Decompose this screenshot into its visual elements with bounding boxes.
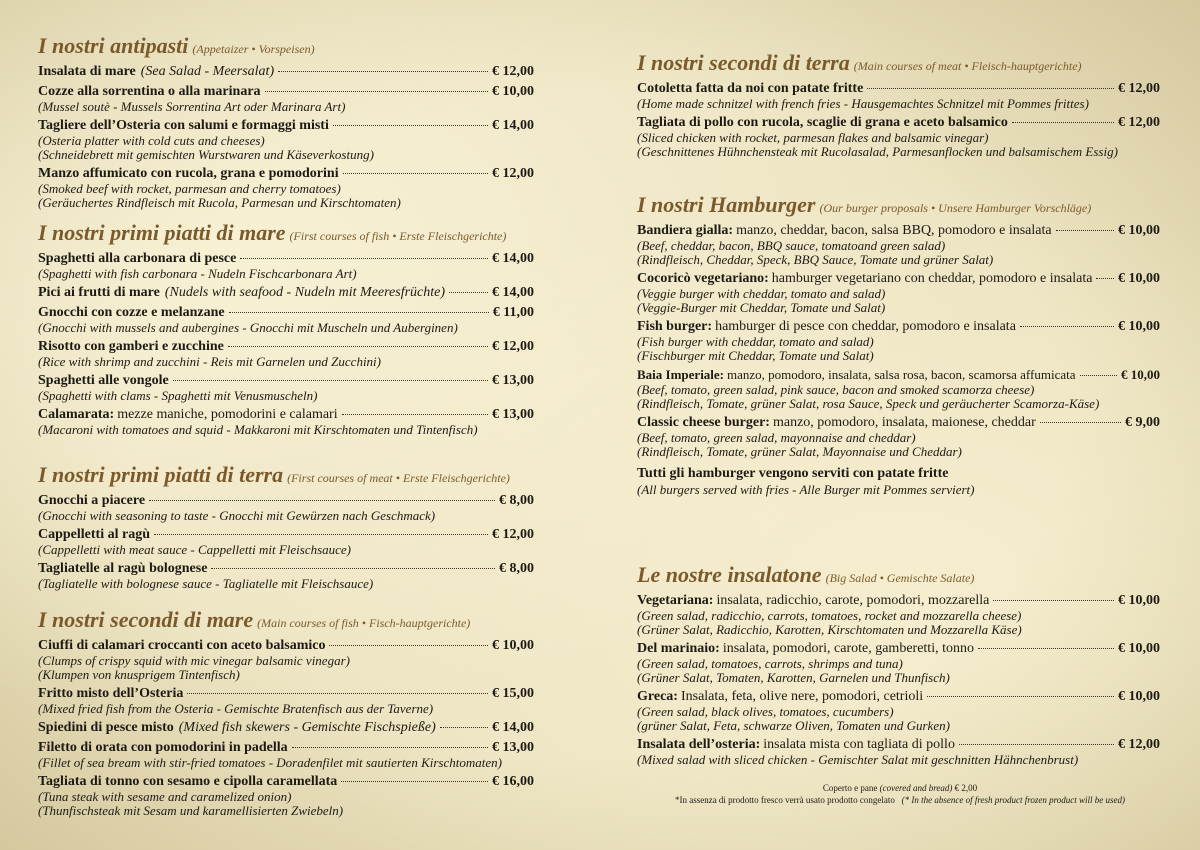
section-heading bbox=[637, 192, 1160, 221]
menu-item bbox=[38, 373, 534, 403]
section-title: Le nostre insalatone bbox=[637, 562, 822, 587]
menu-item-translation: (Geschnittenes Hühnchensteak mit Rucolasalad, Parmesanflocken und balsamischem Essig) bbox=[637, 144, 1118, 159]
menu-item bbox=[38, 84, 534, 114]
menu-item-translation: (Rindfleisch, Tomate, grüner Salat, rosa Sauce, Speck und geräucherter Scamorza-Käse) bbox=[637, 396, 1100, 411]
menu-item-translation: (Mixed fried fish from the Osteria - Gemischte Bratenfisch aus der Taverne) bbox=[38, 701, 434, 716]
menu-item-translation: (Rice with shrimp and zucchini - Reis mit Garnelen und Zucchini) bbox=[38, 354, 382, 369]
menu-item-line bbox=[637, 593, 1160, 609]
menu-item-translation: (Veggie-Burger mit Cheddar, Tomate und Salat) bbox=[637, 300, 886, 315]
menu-item-translation: (Veggie burger with cheddar, tomato and salad) bbox=[637, 286, 886, 301]
menu-item-name: Filetto di orata con pomodorini in padella bbox=[38, 740, 288, 755]
menu-item-translation: (Thunfischsteak mit Sesam und karamellisierten Zwiebeln) bbox=[38, 803, 344, 818]
menu-item-translation: (Gnocchi with seasoning to taste - Gnocchi mit Gewürzen nach Geschmack) bbox=[38, 508, 436, 523]
menu-item-translation: (Rindfleisch, Tomate, grüner Salat, Mayonnaise und Cheddar) bbox=[637, 444, 962, 459]
menu-item-translation: (Fish burger with cheddar, tomato and salad) bbox=[637, 334, 874, 349]
menu-item-name: Del marinaio: bbox=[637, 641, 720, 656]
menu-item-translation: (Geräuchertes Rindfleisch mit Rucola, Parmesan und Kirschtomaten) bbox=[38, 195, 401, 210]
menu-item bbox=[38, 285, 534, 301]
menu-item bbox=[637, 81, 1160, 111]
menu-item-translation: (Gnocchi with mussels and aubergines - Gnocchi mit Muscheln und Auberginen) bbox=[38, 320, 458, 335]
menu-item-line bbox=[38, 493, 534, 509]
menu-item-translation: (Tuna steak with sesame and caramelized onion) bbox=[38, 789, 292, 804]
menu-item-price: € 12,00 bbox=[1118, 115, 1160, 130]
menu-item-translation: (Nudels with seafood - Nudeln mit Meeresfrüchte) bbox=[164, 285, 446, 300]
dotted-leader bbox=[329, 645, 488, 646]
menu-item-name: Manzo affumicato con rucola, grana e pomodorini bbox=[38, 166, 339, 181]
menu-item-line bbox=[38, 686, 534, 702]
menu-item bbox=[637, 415, 1160, 459]
section-subtitle: (Appetaizer • Vorspeisen) bbox=[192, 42, 315, 56]
menu-item-name: Baia Imperiale: bbox=[637, 367, 725, 382]
menu-item bbox=[38, 686, 534, 716]
menu-item-line bbox=[38, 720, 534, 736]
menu-item bbox=[38, 64, 534, 80]
menu-item-name: Fritto misto dell’Osteria bbox=[38, 686, 184, 701]
cover-price: € 2,00 bbox=[954, 783, 978, 793]
menu-section bbox=[38, 33, 534, 214]
menu-item-name: Insalata di mare bbox=[38, 64, 136, 79]
menu-item-line bbox=[38, 740, 534, 756]
menu-item-translation: (Green salad, tomatoes, carrots, shrimps and tuna) bbox=[637, 656, 903, 671]
menu-item-ingredients: manzo, pomodoro, insalata, maionese, cheddar bbox=[772, 415, 1036, 430]
menu-item-line bbox=[637, 319, 1160, 335]
menu-item bbox=[38, 561, 534, 591]
dotted-leader bbox=[1040, 422, 1121, 423]
menu-item-name: Pici ai frutti di mare bbox=[38, 285, 160, 300]
menu-item-name: Risotto con gamberi e zucchine bbox=[38, 339, 224, 354]
section-title: I nostri secondi di terra bbox=[637, 50, 850, 75]
section-subtitle: (Our burger proposals • Unsere Hamburger Vorschläge) bbox=[819, 201, 1092, 215]
menu-item-line bbox=[637, 689, 1160, 705]
fries-note-it: Tutti gli hamburger vengono serviti con patate fritte bbox=[637, 466, 949, 481]
menu-item-translation: (Tagliatelle with bolognese sauce - Tagliatelle mit Fleischsauce) bbox=[38, 576, 374, 591]
menu-item-ingredients: manzo, cheddar, bacon, salsa BBQ, pomodoro e insalata bbox=[736, 223, 1052, 238]
menu-item-price: € 10,00 bbox=[1118, 223, 1160, 238]
menu-item-translation: (Fillet of sea bream with stir-fried tomatoes - Doradenfilet mit sautierten Kirschtomaten) bbox=[38, 755, 502, 770]
menu-item-name: Classic cheese burger: bbox=[637, 415, 770, 430]
menu-item-price: € 10,00 bbox=[1118, 593, 1160, 608]
burger-fries-note bbox=[637, 465, 1160, 497]
menu-item-name: Calamarata: bbox=[38, 407, 115, 422]
menu-item-price: € 10,00 bbox=[1118, 689, 1160, 704]
menu-item-name: Bandiera gialla: bbox=[637, 223, 734, 238]
menu-item bbox=[637, 223, 1160, 267]
menu-item-price: € 10,00 bbox=[492, 84, 534, 99]
menu-item-translation: (Rindfleisch, Cheddar, Speck, BBQ Sauce, Tomate und grüner Salat) bbox=[637, 252, 994, 267]
menu-item-name: Vegetariana: bbox=[637, 593, 714, 608]
menu-item-price: € 9,00 bbox=[1125, 415, 1160, 430]
menu-item-name: Tagliata di pollo con rucola, scaglie di grana e aceto balsamico bbox=[637, 115, 1008, 130]
menu-item-price: € 15,00 bbox=[492, 686, 534, 701]
fries-note-en: (All burgers served with fries - Alle Burger mit Pommes serviert) bbox=[637, 482, 975, 497]
menu-section bbox=[38, 220, 534, 441]
dotted-leader bbox=[927, 696, 1114, 697]
frozen-notice bbox=[630, 794, 1170, 806]
menu-item-translation: (Spaghetti with clams - Spaghetti mit Venusmuscheln) bbox=[38, 388, 318, 403]
menu-item-price: € 14,00 bbox=[492, 118, 534, 133]
menu-item-name: Tagliata di tonno con sesamo e cipolla caramellata bbox=[38, 774, 338, 789]
menu-item-price: € 14,00 bbox=[492, 285, 534, 300]
menu-item-price: € 12,00 bbox=[1118, 737, 1160, 752]
menu-item-ingredients: Insalata, feta, olive nere, pomodori, cetrioli bbox=[680, 689, 924, 704]
menu-item-translation: (Home made schnitzel with french fries - Hausgemachtes Schnitzel mit Pommes frittes) bbox=[637, 96, 1089, 111]
section-heading bbox=[38, 607, 534, 636]
menu-item bbox=[38, 774, 534, 818]
menu-item-line bbox=[38, 527, 534, 543]
menu-item-translation: (Beef, cheddar, bacon, BBQ sauce, tomatoand green salad) bbox=[637, 238, 946, 253]
cover-charge bbox=[630, 782, 1170, 794]
dotted-leader bbox=[1020, 326, 1114, 327]
menu-item-price: € 13,00 bbox=[492, 740, 534, 755]
menu-item-price: € 13,00 bbox=[492, 373, 534, 388]
section-title: I nostri secondi di mare bbox=[38, 607, 254, 632]
menu-item-line bbox=[637, 415, 1160, 431]
menu-section bbox=[637, 562, 1160, 771]
menu-section bbox=[38, 462, 534, 595]
menu-item-price: € 12,00 bbox=[492, 166, 534, 181]
menu-item-translation: (Green salad, black olives, tomatoes, cucumbers) bbox=[637, 704, 894, 719]
section-subtitle: (Main courses of meat • Fleisch-hauptgerichte) bbox=[853, 59, 1082, 73]
menu-item-line bbox=[38, 638, 534, 654]
menu-item-ingredients: hamburger vegetariano con cheddar, pomodoro e insalata bbox=[771, 271, 1093, 286]
dotted-leader bbox=[1080, 375, 1118, 376]
menu-item-price: € 14,00 bbox=[492, 720, 534, 735]
dotted-leader bbox=[978, 648, 1114, 649]
menu-item-line bbox=[637, 641, 1160, 657]
cover-label: Coperto e pane bbox=[822, 783, 878, 793]
menu-item-name: Fish burger: bbox=[637, 319, 713, 334]
dotted-leader bbox=[229, 312, 489, 313]
menu-item-ingredients: manzo, pomodoro, insalata, salsa rosa, bacon, scamorsa affumicata bbox=[727, 367, 1076, 382]
menu-item-translation: (Grüner Salat, Radicchio, Karotten, Kirschtomaten und Mozzarella Käse) bbox=[637, 622, 1022, 637]
section-subtitle: (First courses of fish • Erste Fleischgerichte) bbox=[289, 229, 507, 243]
cover-label-en: (covered and bread) bbox=[879, 783, 953, 793]
dotted-leader bbox=[187, 693, 488, 694]
menu-item-ingredients: hamburger di pesce con cheddar, pomodoro e insalata bbox=[715, 319, 1016, 334]
menu-item-price: € 12,00 bbox=[1118, 81, 1160, 96]
menu-item-price: € 8,00 bbox=[499, 493, 534, 508]
section-subtitle: (Big Salad • Gemischte Salate) bbox=[825, 571, 975, 585]
menu-item-line bbox=[38, 407, 534, 423]
menu-item-price: € 12,00 bbox=[492, 527, 534, 542]
menu-item-price: € 10,00 bbox=[1118, 271, 1160, 286]
section-heading bbox=[38, 33, 534, 62]
menu-item-translation: (Osteria platter with cold cuts and cheeses) bbox=[38, 133, 265, 148]
menu-item-line bbox=[637, 271, 1160, 287]
dotted-leader bbox=[1056, 230, 1114, 231]
section-title: I nostri antipasti bbox=[38, 33, 189, 58]
dotted-leader bbox=[1012, 122, 1114, 123]
menu-item-line bbox=[38, 166, 534, 182]
menu-item bbox=[637, 367, 1160, 411]
menu-item-line bbox=[38, 339, 534, 355]
menu-section bbox=[637, 50, 1160, 163]
menu-item bbox=[38, 166, 534, 210]
menu-item-translation: (Grüner Salat, Tomaten, Karotten, Garnelen und Thunfisch) bbox=[637, 670, 950, 685]
menu-item-name: Ciuffi di calamari croccanti con aceto balsamico bbox=[38, 638, 326, 653]
menu-item-price: € 12,00 bbox=[492, 339, 534, 354]
menu-item bbox=[637, 271, 1160, 315]
section-title: I nostri primi piatti di terra bbox=[38, 462, 284, 487]
dotted-leader bbox=[228, 346, 488, 347]
menu-item bbox=[38, 638, 534, 682]
menu-item-ingredients: mezze maniche, pomodorini e calamari bbox=[117, 407, 338, 422]
menu-item-line bbox=[637, 115, 1160, 131]
menu-item-translation: (Mixed fish skewers - Gemischte Fischspieße) bbox=[178, 720, 436, 735]
menu-item-translation: (Mixed salad with sliced chicken - Gemischter Salat mit geschnitten Hähnchenbrust) bbox=[637, 752, 1079, 767]
dotted-leader bbox=[149, 500, 495, 501]
menu-item-ingredients: insalata mista con tagliata di pollo bbox=[763, 737, 955, 752]
menu-item-line bbox=[38, 64, 534, 80]
menu-item-name: Cappelletti al ragù bbox=[38, 527, 150, 542]
section-subtitle: (First courses of meat • Erste Fleischgerichte) bbox=[287, 471, 510, 485]
menu-item-name: Spaghetti alle vongole bbox=[38, 373, 169, 388]
menu-item-name: Insalata dell’osteria: bbox=[637, 737, 761, 752]
menu-item-line bbox=[637, 367, 1160, 383]
menu-item-name: Tagliatelle al ragù bolognese bbox=[38, 561, 208, 576]
dotted-leader bbox=[440, 727, 488, 728]
menu-item-line bbox=[38, 251, 534, 267]
menu-item-translation: (grüner Salat, Feta, schwarze Oliven, Tomaten und Gurken) bbox=[637, 718, 950, 733]
menu-item-translation: (Macaroni with tomatoes and squid - Makkaroni mit Kirschtomaten und Tintenfisch) bbox=[38, 422, 478, 437]
dotted-leader bbox=[265, 91, 488, 92]
menu-item-price: € 10,00 bbox=[1121, 367, 1160, 382]
menu-item-translation: (Cappelletti with meat sauce - Cappelletti mit Fleischsauce) bbox=[38, 542, 352, 557]
menu-item-translation: (Beef, tomato, green salad, pink sauce, bacon and smoked scamorza cheese) bbox=[637, 382, 1035, 397]
menu-footer bbox=[630, 782, 1170, 806]
dotted-leader bbox=[343, 173, 488, 174]
menu-item-line bbox=[637, 81, 1160, 97]
dotted-leader bbox=[333, 125, 488, 126]
menu-item bbox=[637, 641, 1160, 685]
dotted-leader bbox=[292, 747, 488, 748]
menu-item-translation: (Green salad, radicchio, carrots, tomatoes, rocket and mozzarella cheese) bbox=[637, 608, 1022, 623]
menu-item-name: Gnocchi con cozze e melanzane bbox=[38, 305, 225, 320]
menu-item-translation: (Spaghetti with fish carbonara - Nudeln Fischcarbonara Art) bbox=[38, 266, 357, 281]
menu-item bbox=[38, 720, 534, 736]
menu-item-price: € 10,00 bbox=[1118, 641, 1160, 656]
dotted-leader bbox=[341, 781, 488, 782]
menu-item-line bbox=[38, 774, 534, 790]
menu-item bbox=[637, 319, 1160, 363]
section-subtitle: (Main courses of fish • Fisch-hauptgerichte) bbox=[257, 616, 471, 630]
menu-item-translation: (Sliced chicken with rocket, parmesan flakes and balsamic vinegar) bbox=[637, 130, 989, 145]
menu-section bbox=[38, 607, 534, 822]
menu-item-line bbox=[38, 285, 534, 301]
dotted-leader bbox=[449, 292, 488, 293]
menu-item-ingredients: insalata, radicchio, carote, pomodori, mozzarella bbox=[716, 593, 990, 608]
menu-item bbox=[38, 118, 534, 162]
menu-item-price: € 11,00 bbox=[492, 305, 534, 320]
menu-item-line bbox=[38, 118, 534, 134]
menu-item-line bbox=[38, 84, 534, 100]
menu-item bbox=[38, 251, 534, 281]
menu-item bbox=[38, 305, 534, 335]
section-title: I nostri primi piatti di mare bbox=[38, 220, 286, 245]
dotted-leader bbox=[1096, 278, 1114, 279]
menu-item bbox=[38, 407, 534, 437]
menu-item bbox=[637, 689, 1160, 733]
dotted-leader bbox=[867, 88, 1114, 89]
menu-item-name: Spiedini di pesce misto bbox=[38, 720, 174, 735]
section-heading bbox=[637, 562, 1160, 591]
menu-item-line bbox=[38, 373, 534, 389]
menu-item-translation: (Clumps of crispy squid with mic vinegar balsamic vinegar) bbox=[38, 653, 350, 668]
menu-item-price: € 8,00 bbox=[499, 561, 534, 576]
menu-item bbox=[637, 737, 1160, 767]
menu-item-translation: (Sea Salad - Meersalat) bbox=[140, 64, 275, 79]
menu-item-price: € 16,00 bbox=[492, 774, 534, 789]
menu-item-line bbox=[38, 561, 534, 577]
dotted-leader bbox=[959, 744, 1114, 745]
menu-item-translation: (Beef, tomato, green salad, mayonnaise and cheddar) bbox=[637, 430, 916, 445]
section-title: I nostri Hamburger bbox=[637, 192, 816, 217]
menu-item-price: € 13,00 bbox=[492, 407, 534, 422]
menu-item-translation: (Smoked beef with rocket, parmesan and cherry tomatoes) bbox=[38, 181, 341, 196]
menu-item-name: Spaghetti alla carbonara di pesce bbox=[38, 251, 237, 266]
menu-section bbox=[637, 192, 1160, 497]
menu-item-ingredients: insalata, pomodori, carote, gamberetti, tonno bbox=[722, 641, 974, 656]
menu-item bbox=[637, 115, 1160, 159]
menu-item-line bbox=[637, 737, 1160, 753]
dotted-leader bbox=[211, 568, 495, 569]
menu-item-translation: (Schneidebrett mit gemischten Wurstwaren und Käseverkostung) bbox=[38, 147, 374, 162]
frozen-notice-en: (* In the absence of fresh product frozen product will be used) bbox=[901, 795, 1126, 805]
menu-item bbox=[637, 593, 1160, 637]
menu-item-price: € 14,00 bbox=[492, 251, 534, 266]
menu-item-name: Greca: bbox=[637, 689, 678, 704]
dotted-leader bbox=[154, 534, 488, 535]
menu-item-price: € 12,00 bbox=[492, 64, 534, 79]
menu-item-name: Cotoletta fatta da noi con patate fritte bbox=[637, 81, 864, 96]
dotted-leader bbox=[173, 380, 488, 381]
menu-item-translation: (Mussel soutè - Mussels Sorrentina Art oder Marinara Art) bbox=[38, 99, 346, 114]
menu-item bbox=[38, 527, 534, 557]
menu-item-name: Gnocchi a piacere bbox=[38, 493, 146, 508]
section-heading bbox=[637, 50, 1160, 79]
menu-item-name: Cozze alla sorrentina o alla marinara bbox=[38, 84, 261, 99]
menu-item bbox=[38, 740, 534, 770]
menu-item-name: Tagliere dell’Osteria con salumi e formaggi misti bbox=[38, 118, 329, 133]
dotted-leader bbox=[993, 600, 1114, 601]
section-heading bbox=[38, 220, 534, 249]
dotted-leader bbox=[278, 71, 488, 72]
menu-item-translation: (Klumpen von knusprigem Tintenfisch) bbox=[38, 667, 240, 682]
section-heading bbox=[38, 462, 534, 491]
frozen-notice-it: *In assenza di prodotto fresco verrà usato prodotto congelato bbox=[674, 795, 895, 805]
menu-item bbox=[38, 493, 534, 523]
menu-item-line bbox=[637, 223, 1160, 239]
menu-item bbox=[38, 339, 534, 369]
menu-item-line bbox=[38, 305, 534, 321]
menu-item-price: € 10,00 bbox=[1118, 319, 1160, 334]
menu-item-price: € 10,00 bbox=[492, 638, 534, 653]
dotted-leader bbox=[240, 258, 488, 259]
menu-item-name: Cocoricò vegetariano: bbox=[637, 271, 769, 286]
dotted-leader bbox=[342, 414, 488, 415]
menu-item-translation: (Fischburger mit Cheddar, Tomate und Salat) bbox=[637, 348, 874, 363]
